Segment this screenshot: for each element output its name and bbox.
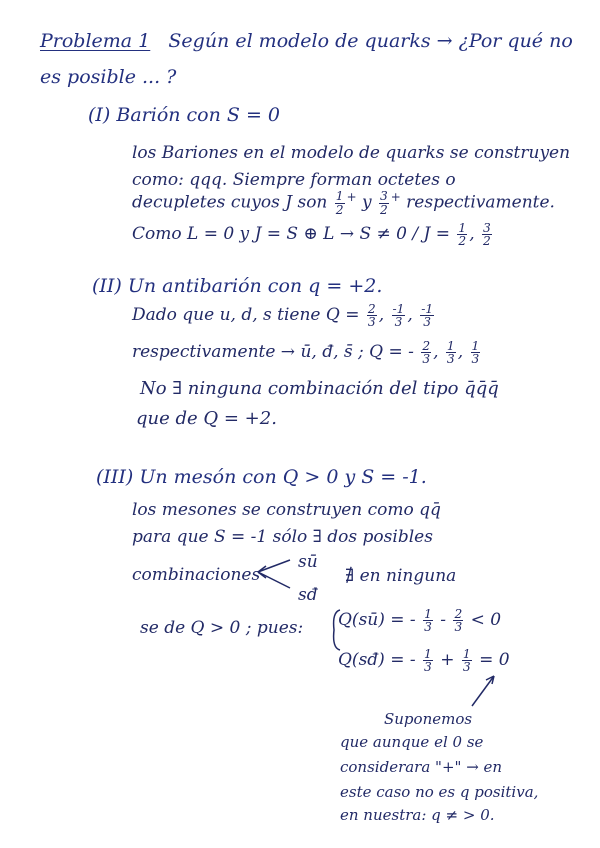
eq1-lhs: Q(sū) = - xyxy=(338,610,416,631)
charge-s: $\frac{-1}{3}$ xyxy=(421,302,434,330)
note-line1: Suponemos xyxy=(384,710,473,728)
note-line3: considerara "+" → en xyxy=(340,758,503,776)
note-arrow xyxy=(472,676,494,706)
part3-header: (III) Un mesón con Q > 0 y S = -1. xyxy=(96,466,427,488)
plus-sup: + xyxy=(346,190,357,204)
fraction-j2: $\frac{3}{2}$ xyxy=(483,221,491,249)
fraction-three-halves: $\frac{3}{2}$ xyxy=(379,189,388,217)
eq1-frac-b: $\frac{2}{3}$ xyxy=(454,607,463,635)
problem-question: ¿Por qué no xyxy=(458,30,573,52)
eq2-frac-a: $\frac{1}{3}$ xyxy=(424,647,432,675)
plus-sup-2: + xyxy=(390,190,401,204)
part1-line4-text: Como L = 0 y J = S ⊕ L → S ≠ 0 / J = xyxy=(132,224,450,245)
option-s-ubar: sū xyxy=(298,552,318,572)
charge-sbar: $\frac{1}{3}$ xyxy=(471,339,480,367)
problem-label: Problema 1 xyxy=(40,30,151,52)
part2-line3: No ∃ ninguna combinación del tipo q̄q̄q̄ xyxy=(140,378,499,399)
equation-s-dbar: Q(sđ) = - $\frac{1}{3}$ + $\frac{1}{3}$ = 0 xyxy=(338,647,510,675)
eq2-result: = 0 xyxy=(479,650,510,671)
note-line4: este caso no es q positiva, xyxy=(340,783,539,801)
part2-line2: respectivamente → ū, đ, s̄ ; Q = - $\frac{2}{3}$ , $\frac{1}{3}$ , $\frac{1}{3}$ xyxy=(132,339,480,367)
eq1-frac-a: $\frac{1}{3}$ xyxy=(424,607,432,635)
problem-title-cont: es posible ... ? xyxy=(40,66,177,88)
option-s-dbar: sđ xyxy=(298,585,318,605)
note-arrowhead xyxy=(486,676,494,684)
branch-arrow-bottom xyxy=(258,572,290,588)
fraction-half: $\frac{1}{2}$ xyxy=(335,189,344,217)
charge-d: $\frac{-1}{3}$ xyxy=(392,302,405,330)
charge-ubar: $\frac{2}{3}$ xyxy=(422,339,431,367)
problem-statement: Según el modelo de quarks xyxy=(168,30,431,52)
part1-header: (I) Barión con S = 0 xyxy=(88,104,280,126)
part1-line1: los Bariones en el modelo de quarks se construyen xyxy=(132,143,571,163)
eq2-frac-b: $\frac{1}{3}$ xyxy=(462,647,471,675)
part2-header: (II) Un antibarión con q = +2. xyxy=(92,275,383,297)
part2-line1: Dado que u, d, s tiene Q = $\frac{2}{3}$ , $\frac{-1}{3}$ , $\frac{-1}{3}$ xyxy=(132,302,434,330)
part3-line2: para que S = -1 sólo ∃ dos posibles xyxy=(132,527,433,547)
fraction-j1: $\frac{1}{2}$ xyxy=(458,221,467,249)
part1-line3 xyxy=(132,190,555,216)
part3-line3-end: ∄ en ninguna xyxy=(345,566,457,586)
part2-line2-text: respectivamente → ū, đ, s̄ ; Q = - xyxy=(132,342,414,363)
part2-line4: que de Q = +2. xyxy=(136,408,277,429)
part3-line1: los mesones se construyen como qq̄ xyxy=(132,500,441,520)
conj-y: y xyxy=(361,192,372,213)
eq2-lhs: Q(sđ) = - xyxy=(338,650,416,671)
part1-line4: Como L = 0 y J = S ⊕ L → S ≠ 0 / J = $\frac{1}{2}$ , $\frac{3}{2}$ xyxy=(132,221,491,249)
part3-line4: se de Q > 0 ; pues: xyxy=(140,618,304,638)
part1-line3-end: respectivamente. xyxy=(406,192,555,213)
part2-line1-text: Dado que u, d, s tiene Q = xyxy=(132,305,360,326)
eq1-result: < 0 xyxy=(470,610,502,631)
arrow-symbol: → xyxy=(436,30,453,52)
branch-arrow-top xyxy=(258,560,290,572)
part1-line3-text: decupletes cuyos J son xyxy=(132,192,328,213)
equation-s-ubar: Q(sū) = - $\frac{1}{3}$ - $\frac{2}{3}$ < 0 xyxy=(338,607,502,635)
charge-dbar: $\frac{1}{3}$ xyxy=(446,339,455,367)
part1-line2: como: qqq. Siempre forman octetes o xyxy=(132,170,456,190)
note-line2: que aunque el 0 se xyxy=(340,733,484,751)
problem-title-line xyxy=(40,30,573,52)
part3-line3: combinaciones xyxy=(132,565,261,585)
charge-u: $\frac{2}{3}$ xyxy=(367,302,376,330)
note-line5: en nuestra: q ≠ > 0. xyxy=(340,806,495,824)
